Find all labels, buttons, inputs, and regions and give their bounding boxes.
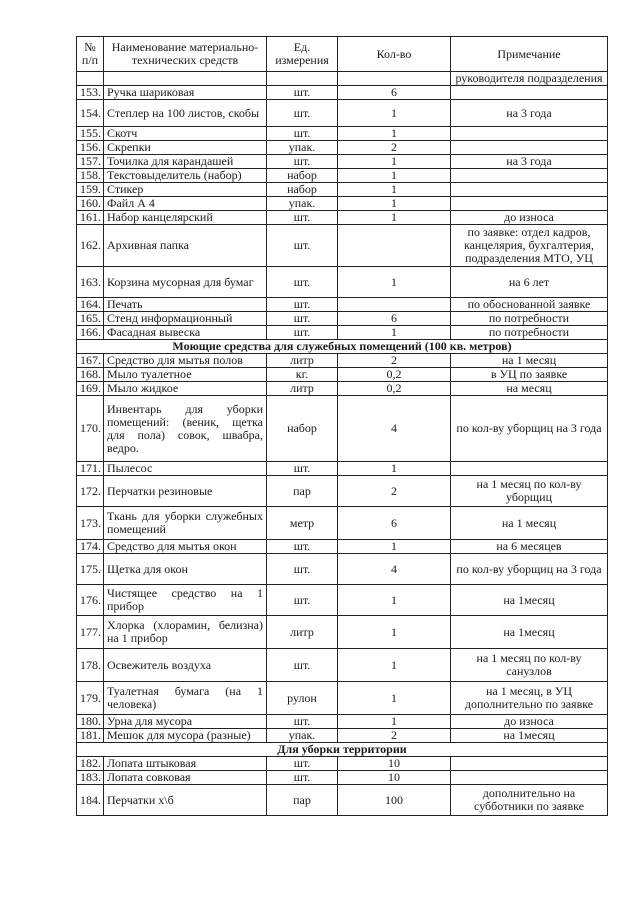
cell-qty: 1 [338, 211, 451, 225]
cell-num: 170. [77, 396, 104, 462]
table-row [77, 462, 608, 476]
table-row [77, 267, 608, 298]
cell-qty: 1 [338, 267, 451, 298]
cell-num: 155. [77, 127, 104, 141]
cell-note [451, 771, 608, 785]
cell-unit: пар [267, 785, 338, 816]
table-row [77, 757, 608, 771]
table-row [77, 368, 608, 382]
cell-unit: шт. [267, 771, 338, 785]
cell-unit: шт. [267, 100, 338, 127]
cell-num: 175. [77, 554, 104, 585]
cell-note: на 1 месяц по кол-ву уборщиц [451, 476, 608, 507]
cell-note: на 1месяц [451, 616, 608, 649]
cell-note [451, 169, 608, 183]
carry-over-row [77, 72, 608, 86]
cell-name: Архивная папка [104, 225, 267, 267]
cell-name: Ручка шариковая [104, 86, 267, 100]
table-row [77, 86, 608, 100]
cell-note: на 1месяц [451, 585, 608, 616]
cell-note [451, 86, 608, 100]
cell-name: Текстовыделитель (набор) [104, 169, 267, 183]
table-row [77, 715, 608, 729]
cell-unit: шт. [267, 585, 338, 616]
cell-qty: 1 [338, 326, 451, 340]
cell-note [451, 462, 608, 476]
cell-num: 178. [77, 649, 104, 682]
cell-note: на 1 месяц по кол-ву санузлов [451, 649, 608, 682]
cell-unit: шт. [267, 554, 338, 585]
header-qty: Кол-во [338, 37, 451, 72]
table-row [77, 616, 608, 649]
cell-qty: 1 [338, 585, 451, 616]
cell-num: 184. [77, 785, 104, 816]
cell-qty: 1 [338, 715, 451, 729]
cell-name: Туалетная бумага (на 1 человека) [104, 682, 267, 715]
cell-name [104, 72, 267, 86]
cell-note [451, 197, 608, 211]
table-row [77, 476, 608, 507]
cell-note: на 1 месяц, в УЦ дополнительно по заявке [451, 682, 608, 715]
header-name: Наименование материально-технических средств [104, 37, 267, 72]
cell-qty: 1 [338, 616, 451, 649]
cell-qty: 1 [338, 183, 451, 197]
cell-name: Печать [104, 298, 267, 312]
cell-name: Лопата совковая [104, 771, 267, 785]
cell-num: 172. [77, 476, 104, 507]
cell-unit: упак. [267, 141, 338, 155]
cell-name: Корзина мусорная для бумаг [104, 267, 267, 298]
cell-note: на месяц [451, 382, 608, 396]
table-row [77, 771, 608, 785]
cell-qty: 1 [338, 127, 451, 141]
cell-unit: шт. [267, 757, 338, 771]
cell-num: 161. [77, 211, 104, 225]
cell-qty: 1 [338, 197, 451, 211]
cell-unit: шт. [267, 462, 338, 476]
cell-num: 165. [77, 312, 104, 326]
cell-qty: 0,2 [338, 382, 451, 396]
cell-note: до износа [451, 211, 608, 225]
cell-qty [338, 298, 451, 312]
section-cleaning [77, 340, 608, 354]
cell-num: 162. [77, 225, 104, 267]
cell-num: 153. [77, 86, 104, 100]
cell-note: на 6 лет [451, 267, 608, 298]
table-row [77, 155, 608, 169]
cell-unit: шт. [267, 312, 338, 326]
cell-unit: шт. [267, 267, 338, 298]
cell-note: на 1месяц [451, 729, 608, 743]
cell-unit [267, 72, 338, 86]
cell-note [451, 183, 608, 197]
cell-unit: рулон [267, 682, 338, 715]
cell-note: на 1 месяц [451, 507, 608, 540]
cell-name: Лопата штыковая [104, 757, 267, 771]
cell-unit: шт. [267, 649, 338, 682]
cell-unit: шт. [267, 155, 338, 169]
cell-name: Мыло туалетное [104, 368, 267, 382]
table-row [77, 197, 608, 211]
table-row [77, 141, 608, 155]
cell-qty: 1 [338, 540, 451, 554]
table-row [77, 127, 608, 141]
cell-name: Точилка для карандашей [104, 155, 267, 169]
table-row [77, 649, 608, 682]
section-territory [77, 743, 608, 757]
cell-unit: метр [267, 507, 338, 540]
cell-unit: упак. [267, 729, 338, 743]
cell-qty: 2 [338, 354, 451, 368]
cell-name: Мыло жидкое [104, 382, 267, 396]
cell-num: 177. [77, 616, 104, 649]
cell-name: Хлорка (хлорамин, белизна) на 1 прибор [104, 616, 267, 649]
cell-note: по кол-ву уборщиц на 3 года [451, 554, 608, 585]
cell-unit: шт. [267, 211, 338, 225]
cell-unit: набор [267, 169, 338, 183]
cell-name: Мешок для мусора (разные) [104, 729, 267, 743]
cell-qty: 10 [338, 757, 451, 771]
cell-name: Скотч [104, 127, 267, 141]
cell-unit: шт. [267, 715, 338, 729]
table-row [77, 682, 608, 715]
cell-note: на 6 месяцев [451, 540, 608, 554]
table-row [77, 785, 608, 816]
cell-note: по потребности [451, 312, 608, 326]
cell-name: Стикер [104, 183, 267, 197]
table-row [77, 169, 608, 183]
cell-note: руководителя подразделения [451, 72, 608, 86]
table-row [77, 211, 608, 225]
cell-num: 171. [77, 462, 104, 476]
cell-name: Урна для мусора [104, 715, 267, 729]
cell-name: Файл А 4 [104, 197, 267, 211]
cell-note: в УЦ по заявке [451, 368, 608, 382]
cell-note: на 1 месяц [451, 354, 608, 368]
cell-qty: 2 [338, 729, 451, 743]
cell-note: дополнительно на субботники по заявке [451, 785, 608, 816]
cell-qty: 1 [338, 100, 451, 127]
cell-num: 157. [77, 155, 104, 169]
cell-num: 180. [77, 715, 104, 729]
cell-name: Стенд информационный [104, 312, 267, 326]
cell-num: 176. [77, 585, 104, 616]
cell-name: Средство для мытья окон [104, 540, 267, 554]
cell-qty: 1 [338, 682, 451, 715]
cell-num: 158. [77, 169, 104, 183]
cell-num: 163. [77, 267, 104, 298]
cell-num [77, 72, 104, 86]
cell-qty: 4 [338, 396, 451, 462]
table-row [77, 585, 608, 616]
cell-num: 179. [77, 682, 104, 715]
cell-num: 183. [77, 771, 104, 785]
cell-qty: 0,2 [338, 368, 451, 382]
cell-unit: литр [267, 382, 338, 396]
header-unit: Ед. измерения [267, 37, 338, 72]
table-row [77, 298, 608, 312]
cell-unit: шт. [267, 540, 338, 554]
table-row [77, 183, 608, 197]
cell-unit: шт. [267, 86, 338, 100]
cell-qty: 6 [338, 312, 451, 326]
cell-unit: набор [267, 396, 338, 462]
cell-qty: 1 [338, 462, 451, 476]
cell-num: 167. [77, 354, 104, 368]
cell-name: Скрепки [104, 141, 267, 155]
cell-qty: 1 [338, 649, 451, 682]
cell-name: Набор канцелярский [104, 211, 267, 225]
cell-qty: 1 [338, 169, 451, 183]
cell-note [451, 141, 608, 155]
cell-num: 156. [77, 141, 104, 155]
cell-unit: шт. [267, 326, 338, 340]
cell-unit: литр [267, 354, 338, 368]
cell-qty: 100 [338, 785, 451, 816]
cell-note [451, 757, 608, 771]
cell-unit: шт. [267, 298, 338, 312]
cell-note: по обоснованной заявке [451, 298, 608, 312]
cell-num: 154. [77, 100, 104, 127]
cell-num: 182. [77, 757, 104, 771]
cell-num: 169. [77, 382, 104, 396]
cell-qty [338, 225, 451, 267]
cell-name: Щетка для окон [104, 554, 267, 585]
cell-note: по кол-ву уборщиц на 3 года [451, 396, 608, 462]
table-row [77, 554, 608, 585]
cell-name: Перчатки х\б [104, 785, 267, 816]
cell-unit: шт. [267, 127, 338, 141]
cell-unit: пар [267, 476, 338, 507]
cell-unit: шт. [267, 225, 338, 267]
cell-qty: 2 [338, 476, 451, 507]
cell-num: 164. [77, 298, 104, 312]
cell-qty: 4 [338, 554, 451, 585]
cell-qty: 1 [338, 155, 451, 169]
cell-num: 168. [77, 368, 104, 382]
cell-num: 181. [77, 729, 104, 743]
cell-name: Степлер на 100 листов, скобы [104, 100, 267, 127]
table-row [77, 507, 608, 540]
cell-name: Перчатки резиновые [104, 476, 267, 507]
table-row [77, 729, 608, 743]
table-row [77, 396, 608, 462]
cell-name: Средство для мытья полов [104, 354, 267, 368]
table-row [77, 382, 608, 396]
cell-num: 173. [77, 507, 104, 540]
cell-name: Инвентарь для уборки помещений: (веник, щетка для пола) совок, швабра, ведро. [104, 396, 267, 462]
header-note: Примечание [451, 37, 608, 72]
cell-note [451, 127, 608, 141]
header-num: № п/п [77, 37, 104, 72]
cell-unit: кг. [267, 368, 338, 382]
table-row [77, 312, 608, 326]
table-row [77, 540, 608, 554]
cell-name: Освежитель воздуха [104, 649, 267, 682]
cell-name: Чистящее средство на 1 прибор [104, 585, 267, 616]
cell-qty: 10 [338, 771, 451, 785]
cell-num: 174. [77, 540, 104, 554]
cell-unit: упак. [267, 197, 338, 211]
cell-unit: литр [267, 616, 338, 649]
cell-note: по потребности [451, 326, 608, 340]
cell-note: до износа [451, 715, 608, 729]
section-territory-title: Для уборки территории [77, 743, 608, 757]
cell-note: на 3 года [451, 100, 608, 127]
cell-note: по заявке: отдел кадров, канцелярия, бухгалтерия, подразделения МТО, УЦ [451, 225, 608, 267]
cell-qty: 6 [338, 86, 451, 100]
table-header-row [77, 37, 608, 72]
supplies-table [76, 36, 608, 816]
cell-name: Фасадная вывеска [104, 326, 267, 340]
cell-qty: 6 [338, 507, 451, 540]
cell-num: 159. [77, 183, 104, 197]
cell-num: 166. [77, 326, 104, 340]
cell-num: 160. [77, 197, 104, 211]
table-row [77, 225, 608, 267]
cell-name: Пылесос [104, 462, 267, 476]
cell-name: Ткань для уборки служебных помещений [104, 507, 267, 540]
cell-qty [338, 72, 451, 86]
cell-qty: 2 [338, 141, 451, 155]
cell-unit: набор [267, 183, 338, 197]
table-row [77, 354, 608, 368]
cell-note: на 3 года [451, 155, 608, 169]
table-row [77, 100, 608, 127]
table-row [77, 326, 608, 340]
section-cleaning-title: Моющие средства для служебных помещений (100 кв. метров) [77, 340, 608, 354]
